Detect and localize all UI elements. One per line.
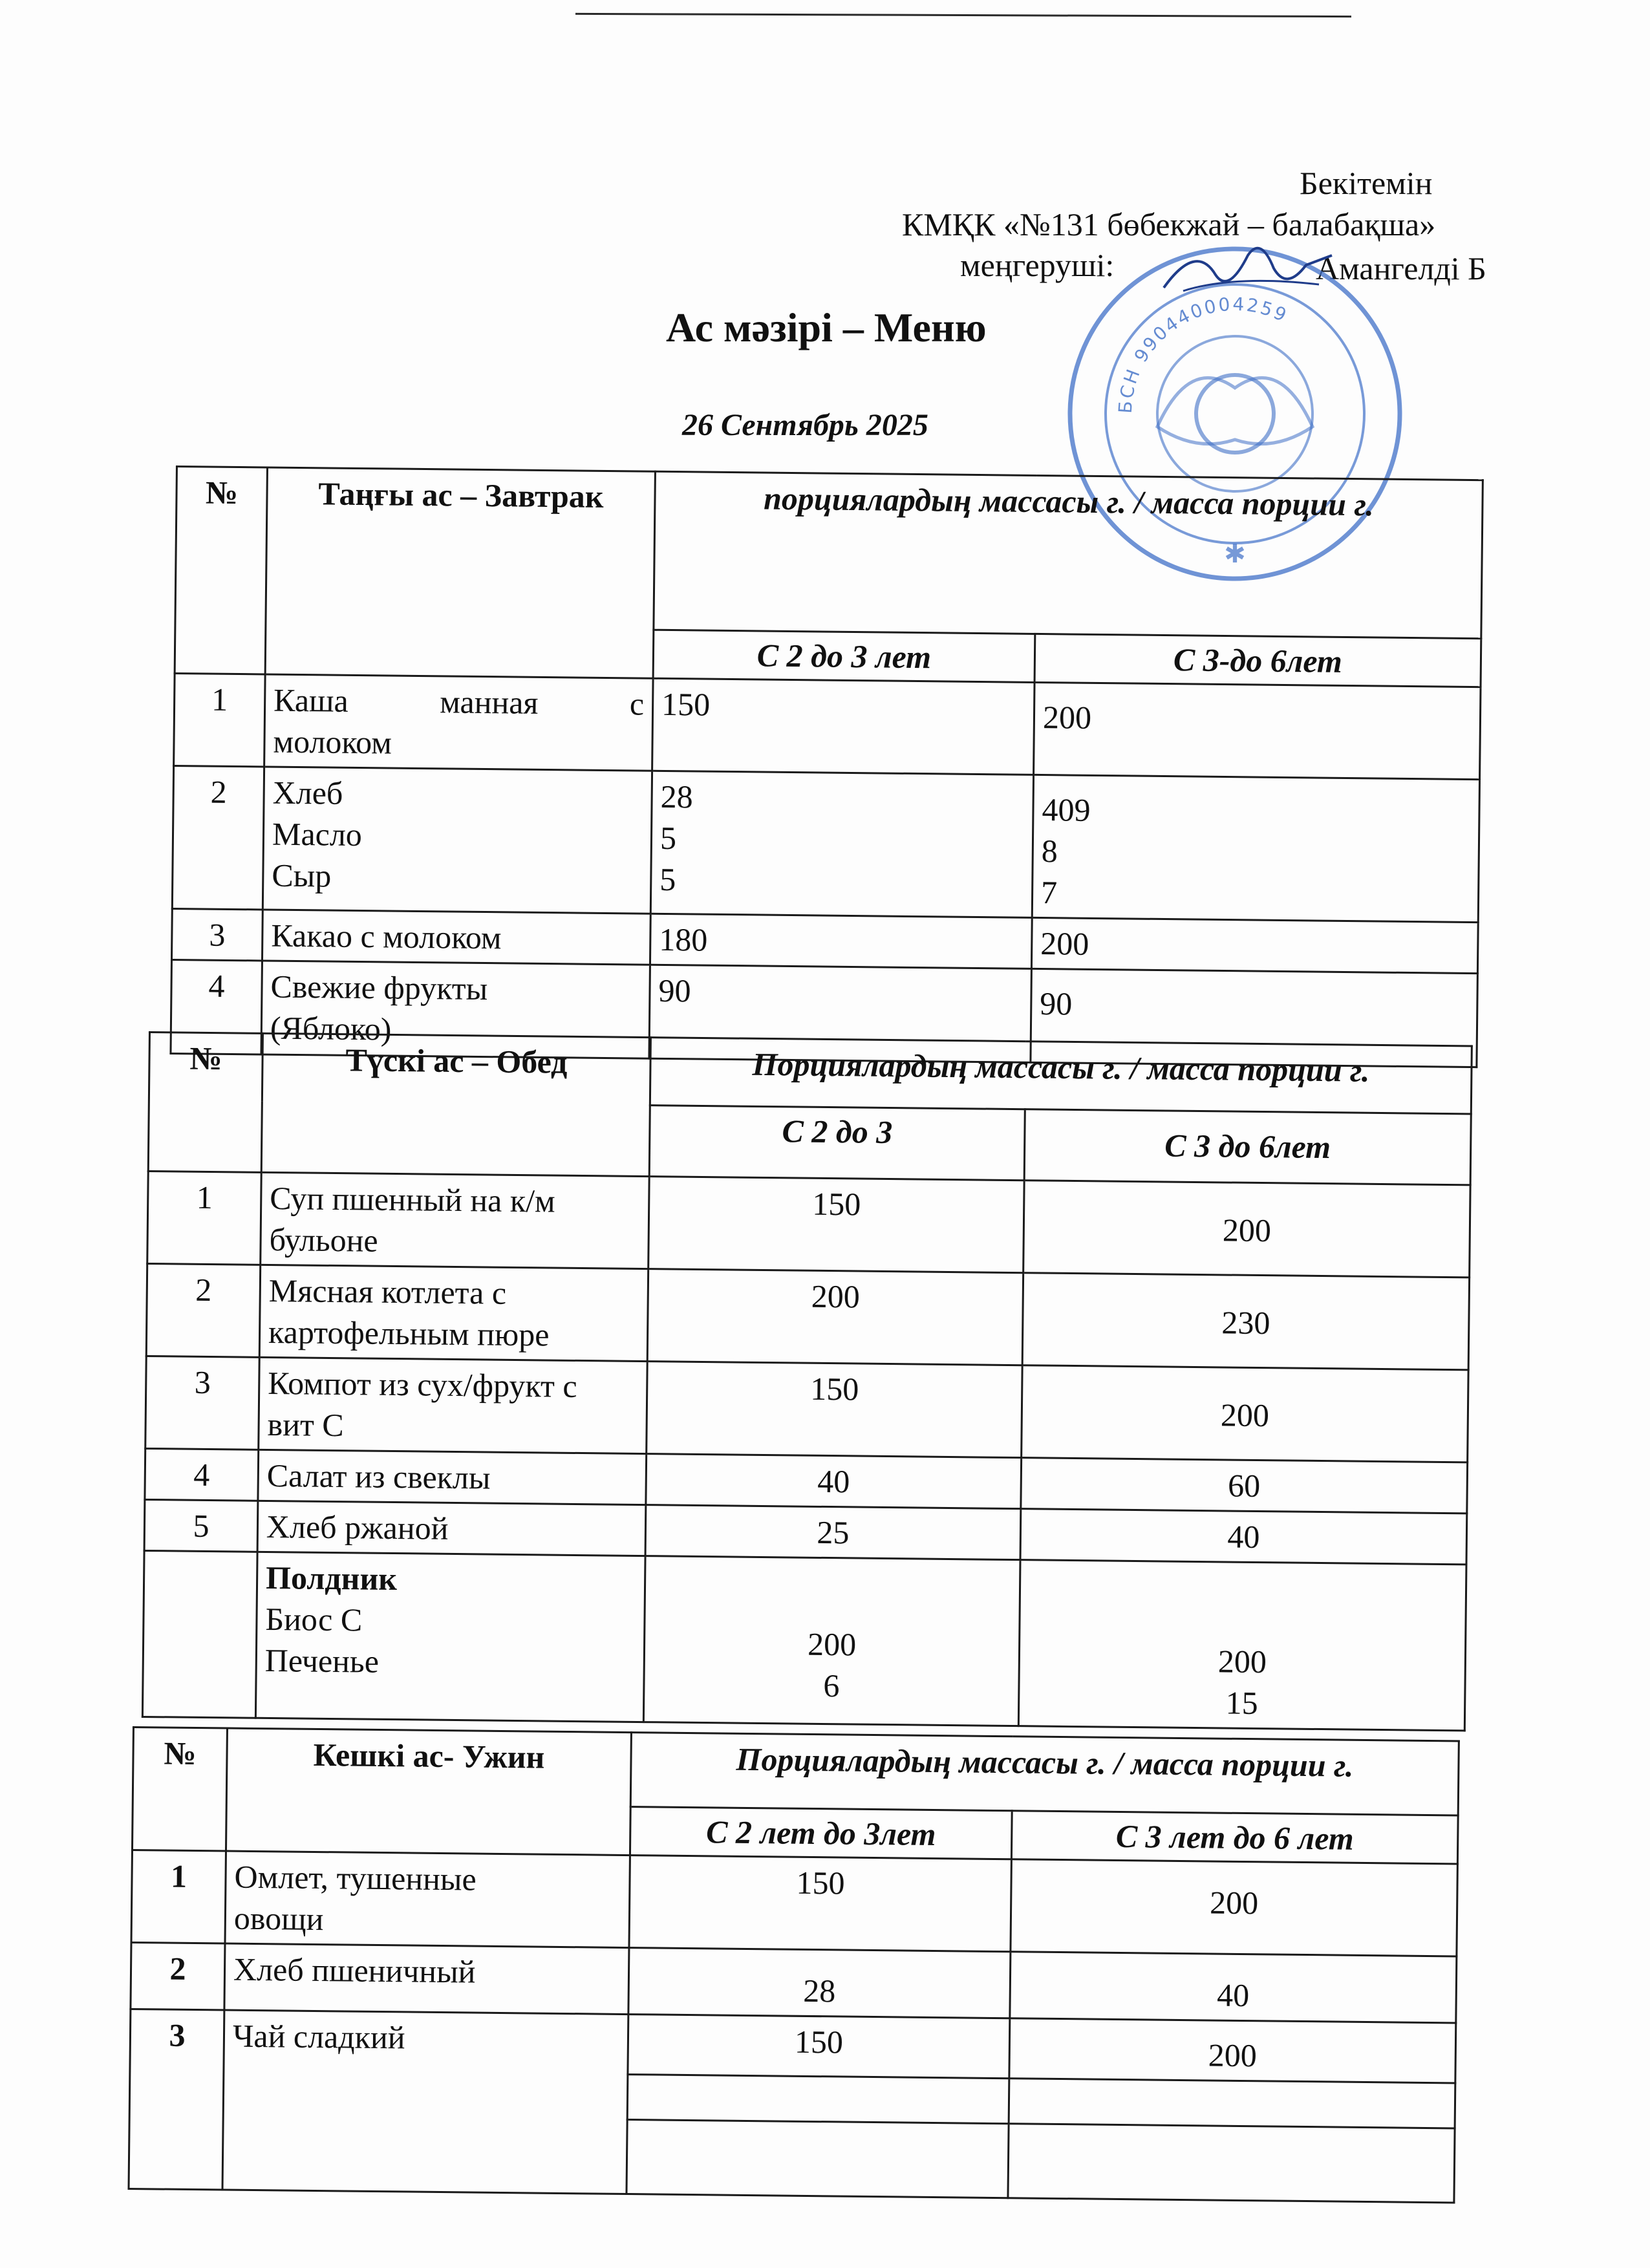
dish-word: манная (439, 683, 539, 721)
dish-item: Свежие фрукты (270, 968, 488, 1007)
row-number: 2 (172, 765, 264, 909)
portion-value-age2: 200 (1022, 1365, 1468, 1462)
dish-name (264, 674, 653, 771)
portion-value-age1: 28 (628, 1948, 1011, 2018)
value: 409 (1042, 791, 1091, 828)
dish-name (261, 1172, 649, 1268)
value: 5 (659, 819, 677, 857)
snack-items (255, 1552, 645, 1722)
empty-cell (627, 2120, 1009, 2198)
dinner-age-1: С 2 лет до 3лет (630, 1807, 1012, 1859)
dish-name (259, 1265, 648, 1361)
dish-item: (Яблоко) (270, 1009, 392, 1047)
table-row (147, 1171, 1470, 1278)
portion-value-age2: 200 (1011, 1859, 1457, 1956)
empty-cell (627, 2075, 1009, 2124)
snack-title: Полдник (265, 1559, 398, 1598)
table-row (145, 1356, 1468, 1462)
breakfast-age-1: С 2 до 3 лет (653, 630, 1035, 682)
dish-item: Сыр (272, 857, 332, 894)
dish-word: молоком (273, 723, 392, 761)
value: 15 (1225, 1684, 1259, 1722)
portion-value-age2: 200 (1031, 917, 1478, 973)
dish-name: Чай сладкий (222, 2010, 628, 2194)
portion-value-age1: 90 (649, 965, 1031, 1062)
snack-values-age1 (643, 1556, 1020, 1726)
portion-value-age2: 60 (1021, 1458, 1468, 1514)
page-title: Ас мәзірі – Меню (666, 305, 987, 350)
portion-value-age1: 150 (628, 2015, 1010, 2079)
dish-line: вит С (267, 1406, 345, 1444)
dish-line: Суп пшенный на к/м (270, 1179, 556, 1219)
dish-name: Хлеб ржаной (257, 1501, 646, 1556)
row-number: 3 (171, 908, 262, 960)
lunch-portion-header: Порциялардың массасы г. / масса порции г. (650, 1038, 1472, 1114)
dish-word: с (629, 685, 645, 722)
value: 5 (659, 861, 676, 898)
dish-name: Хлеб пшеничный (224, 1943, 629, 2015)
lunch-age-1: С 2 до 3 (649, 1106, 1025, 1181)
row-number: 2 (146, 1263, 260, 1357)
row-number: 1 (147, 1171, 261, 1265)
svg-text:✱: ✱ (1224, 539, 1246, 568)
value: 200 (807, 1625, 857, 1663)
breakfast-meal-header: Таңғы ас – Завтрак (265, 467, 655, 678)
portion-value-age2 (1032, 775, 1479, 922)
table-row (172, 765, 1479, 922)
portion-value-age1: 150 (629, 1856, 1011, 1952)
row-number: 3 (129, 2009, 224, 2190)
breakfast-num-header: № (175, 467, 267, 674)
portion-value-age1: 40 (646, 1454, 1022, 1509)
portion-value-age2: 200 (1034, 682, 1481, 779)
empty-cell (1008, 2124, 1455, 2203)
row-number: 1 (174, 673, 265, 766)
svg-text:БСН 990440004259 (1115, 294, 1292, 414)
portion-value-age2: 40 (1020, 1509, 1467, 1565)
portion-value-age2: 230 (1022, 1273, 1469, 1370)
dish-name: Какао с молоком (262, 910, 650, 965)
signature (1157, 230, 1338, 307)
dinner-portion-header: Порциялардың массасы г. / масса порции г. (630, 1733, 1459, 1815)
dinner-num-header: № (132, 1728, 227, 1852)
value: 6 (823, 1667, 840, 1704)
breakfast-age-2: С 3-до 6лет (1034, 634, 1481, 687)
lunch-table (142, 1031, 1473, 1731)
dinner-age-2: С 3 лет до 6 лет (1011, 1811, 1458, 1864)
breakfast-portion-header: порциялардың массасы г. / масса порции г. (654, 471, 1483, 638)
portion-value-age1: 200 (647, 1269, 1023, 1365)
value: 7 (1040, 874, 1058, 911)
row-number: 3 (145, 1356, 259, 1450)
portion-value-age1 (650, 771, 1033, 917)
portion-value-age2: 40 (1010, 1952, 1457, 2023)
portion-value-age1: 25 (645, 1505, 1021, 1560)
portion-value-age1: 150 (652, 678, 1034, 775)
value: 200 (1217, 1643, 1267, 1680)
dish-line: картофельным пюре (268, 1313, 550, 1353)
dish-name: Салат из свеклы (258, 1450, 647, 1504)
approval-line-1: Бекітемін (1300, 165, 1433, 201)
dinner-meal-header: Кешкі ас- Ужин (226, 1728, 631, 1856)
scan-edge-line (575, 13, 1351, 17)
dish-line: Мясная котлета с (268, 1272, 507, 1311)
menu-date: 26 Сентябрь 2025 (682, 408, 928, 442)
portion-value-age1: 150 (647, 1362, 1022, 1458)
snack-item: Биос С (265, 1600, 363, 1638)
row-number: 5 (144, 1499, 258, 1552)
empty-cell (1009, 2079, 1455, 2128)
portion-value-age1: 180 (650, 914, 1032, 968)
value: 28 (660, 778, 693, 815)
dish-line: Омлет, тушенные (234, 1858, 477, 1898)
approval-line-2: КМҚК «№131 бөбекжай – балабақша» (902, 206, 1436, 242)
dish-word: Каша (273, 681, 349, 719)
row-number: 4 (145, 1448, 259, 1501)
dish-name (262, 767, 652, 914)
lunch-num-header: № (148, 1032, 262, 1173)
value: 8 (1041, 833, 1058, 870)
approval-line-3-name: Амангелді Б (1316, 250, 1486, 286)
dish-name (259, 1357, 647, 1453)
approval-line-3-label: меңгеруші: (960, 247, 1115, 283)
stamp-bin-text: БСН 990440004259 (1114, 293, 1292, 414)
portion-value-age1: 150 (648, 1177, 1024, 1273)
dish-line: бульоне (269, 1221, 378, 1259)
snack-values-age2 (1018, 1560, 1466, 1731)
row-number: 1 (131, 1850, 226, 1944)
portion-value-age2: 90 (1031, 968, 1477, 1067)
snack-item: Печенье (264, 1642, 380, 1680)
breakfast-table (169, 465, 1483, 1068)
lunch-age-2: С 3 до 6лет (1024, 1109, 1471, 1185)
portion-value-age2: 200 (1009, 2018, 1456, 2083)
row-number: 4 (171, 959, 262, 1054)
row-number: 2 (131, 1942, 225, 2010)
portion-value-age2: 200 (1023, 1181, 1470, 1278)
dish-name (225, 1851, 630, 1948)
dish-item: Масло (272, 815, 363, 853)
dish-line: Компот из сух/фрукт с (268, 1364, 577, 1404)
lunch-meal-header: Түскі ас – Обед (261, 1033, 650, 1176)
dinner-table (127, 1726, 1459, 2203)
table-row (131, 1850, 1457, 1956)
table-row (146, 1263, 1469, 1369)
table-row (174, 673, 1481, 779)
dish-item: Хлеб (272, 774, 343, 811)
snack-row (142, 1550, 1466, 1730)
dish-line: овощи (233, 1899, 324, 1938)
row-number-empty (142, 1550, 257, 1718)
